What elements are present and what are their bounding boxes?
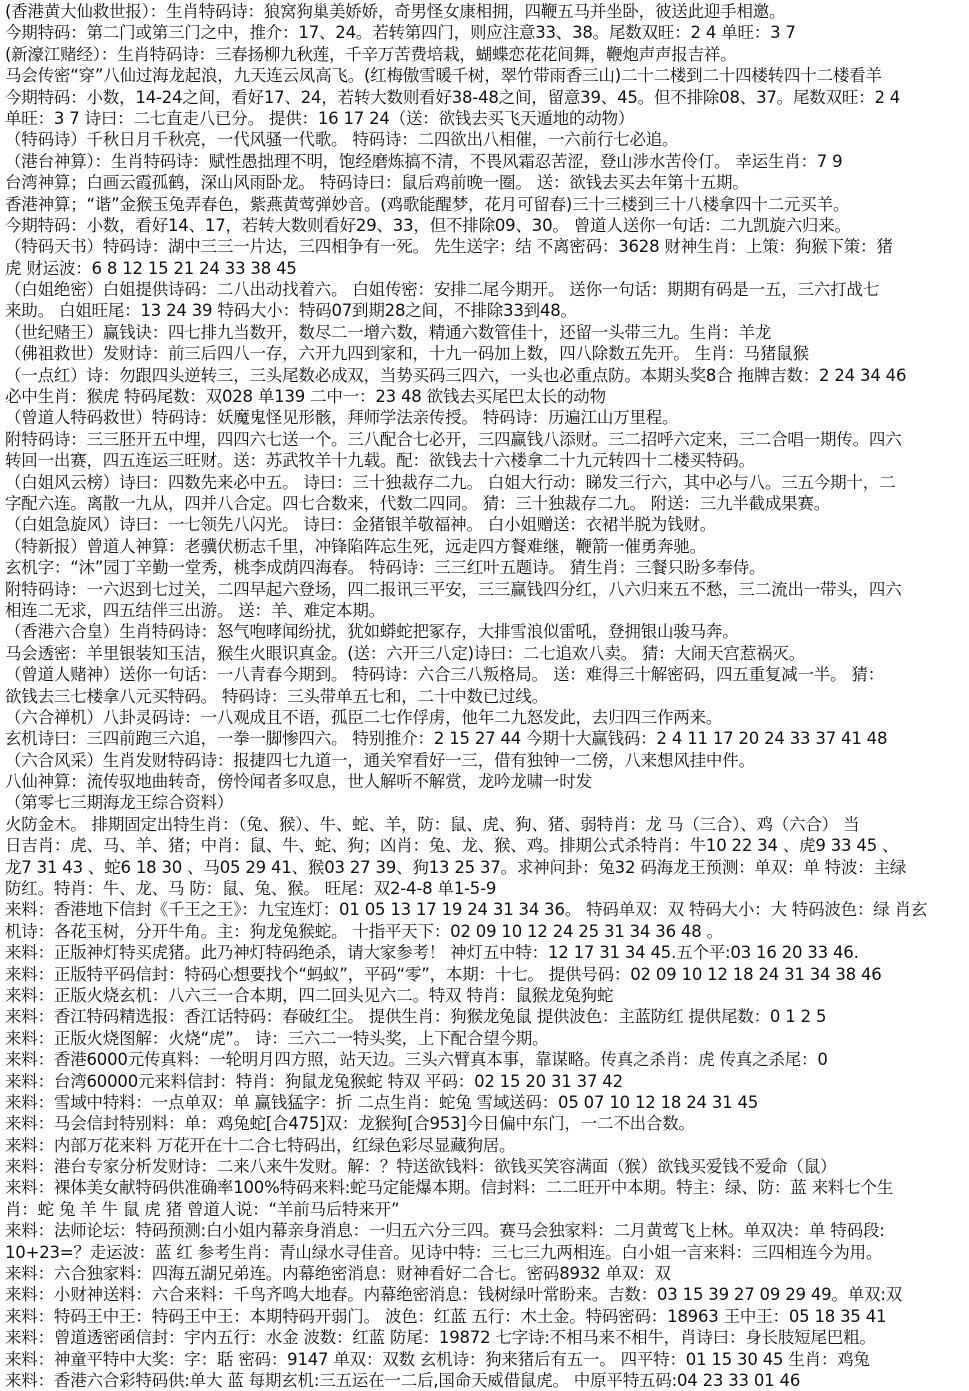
text-line: 来助。 白姐旺尾：13 24 39 特码大小：特码07到期28之间，不排除33到48。 xyxy=(5,301,577,321)
text-line: 来料：特码王中王：特码王中王：本期特码开弱门。 波色：红蓝 五行：木土金。特码密码：18963 王中王：05 18 35 41 xyxy=(5,1306,887,1326)
text-line: 来料：六合独家料：四海五湖兄弟连。内幕绝密消息：财神看好二合七。密码8932 单双：双 xyxy=(5,1264,671,1284)
text-line: （港台神算）：生肖特码诗：赋性愚拙理不明，饱经磨炼搞不清，不畏风霜忍苦涩，登山涉水苦伶仃。 幸运生肖：7 9 xyxy=(5,151,843,171)
text-line: 今期特码：第二门或第三门之中，推介：17、24。若转第四门，则应注意33、38。尾数双旺：2 4 单旺：3 7 xyxy=(5,23,796,43)
text-line: （白姐急旋风）诗曰：一七领先八闪光。 诗曰：金猪银羊敬福神。 白小姐赠送：衣裙半脱为钱财。 xyxy=(5,515,716,535)
text-line: （曾道人赌神）送你一句话：一八青春今期到。 特码诗：六合三八叛格局。 送：难得三十解密码，四五重复减一半。 猜： xyxy=(5,665,885,685)
text-line: 防红。特肖：牛、龙、马 防：鼠、兔、猴。 旺尾：双2-4-8 单1-5-9 xyxy=(5,879,497,899)
text-line: 来料：正版火烧玄机：八六三一合本期，四二回头见六二。特双 特肖：鼠猴龙兔狗蛇 xyxy=(5,985,614,1005)
text-line: (新濠江赌经）：生肖特码诗：三春扬柳九秋莲，千辛万苦费培栽，蝴蝶恋花花间舞，鞭炮声声报吉祥。 xyxy=(5,44,737,64)
text-line: 机诗：各花玉树，分开牛角。主：狗龙兔猴蛇。 十指平天下：02 09 10 12 24 25 31 34 36 48 。 xyxy=(5,921,723,941)
text-line: (香港黄大仙救世报）：生肖特码诗：狼窝狗巢美娇娇，奇男怪女康相拥，四鞭五马并坐卧，彼送此迎手相邀。 xyxy=(5,2,786,21)
text-line: 附特码诗：一六迟到七过关，二四早起六登场，四二报讯三平安，三三赢钱四分红，八六归来五不愁，三二流出一带头，四六 xyxy=(5,579,902,599)
text-line: 八仙神算：流传驭地曲转奇，傍怜闻者多叹息，世人解听不解赏，龙吟龙啸一时发 xyxy=(5,772,592,792)
text-line: 来料：台湾60000元来料信封：特肖：狗鼠龙兔猴蛇 特双 平码：02 15 20 31 37 42 xyxy=(5,1071,623,1091)
text-line: 来料：正版火烧图解：火烧“虎”。 诗：三六二一特头奖，上下配合望今期。 xyxy=(5,1028,549,1048)
text-line: 虎 财运波：6 8 12 15 21 24 33 38 45 xyxy=(5,258,297,278)
text-line: （佛祖救世）发财诗：前三后四八一存，六开九四到家和，十九一码加上数，四八除数五先开。 生肖：马猪鼠猴 xyxy=(5,344,809,364)
text-line: 肖：蛇 兔 羊 牛 鼠 虎 猪 曾道人说：“羊前马后特来开” xyxy=(5,1199,400,1219)
text-line: 来料：港台专家分析发财诗：二来八来牛发财。解：？特送欲钱料：欲钱买笑容满面（猴）欲钱买爱钱不爱命（鼠） xyxy=(5,1157,837,1177)
text-line: 来料：香港六合彩特码供:单大 蓝 每期玄机:三五运在一二后,国命天威借鼠虎。 中原平特五码:04 23 33 01 46 xyxy=(5,1371,801,1390)
text-line: （六合风采）生肖发财特码诗：报捷四七九道一，通关窄看好一三，借有独钟一二傍，八来想风挂中件。 xyxy=(5,750,755,770)
text-line: 来料：马会信封特别料：单：鸡兔蛇[合475]双：龙猴狗[合953]今日偏中东门，一二不出合数。 xyxy=(5,1114,695,1134)
text-line: 来料：香港6000元传真料：一轮明月四方照，站天边。三头六臂真本事，靠谋略。传真之杀肖：虎 传真之杀尾：0 xyxy=(5,1050,828,1070)
text-line: 来料：裸体美女献特码供准确率100%特码来料:蛇马定能爆本期。信封料：二二旺开中本期。特主：绿、防：蓝 来料七个生 xyxy=(5,1178,894,1198)
text-line: 来料：正版特平码信封：特码心想要找个“蚂蚁”，平码“零”，本期：十七。 提供号码：02 09 10 12 18 24 31 34 38 46 xyxy=(5,964,882,984)
text-line: （香港六合皇）生肖特码诗：怒气咆哮闻纷扰，犹如蟒蛇把冢存，大排雪浪似雷吼，登拥银山骏马奔。 xyxy=(5,622,739,642)
text-line: 附特码诗：三三胚开五中埋，四四六七送一个。三八配合七必开，三四赢钱八添财。三二招呼六定来，三二合唱一期传。四六 xyxy=(5,429,902,449)
text-line: 龙7 31 43 、蛇6 18 30 、马05 29 41、猴03 27 39、狗13 25 37。求神问卦：兔32 码海龙王预测：单双：单 特波：主绿 xyxy=(5,857,907,877)
text-line: （第零七三期海龙王综合资料） xyxy=(5,793,234,813)
text-line: 香港神算；“谐”金猴玉兔弄春色，紫燕黄莺弹妙音。(鸡歌能醒梦，花月可留春)三十三楼到三十八楼拿四十二元买羊。 xyxy=(5,194,850,214)
text-line: （特码天书）特码诗：湖中三三一片达，三四相争有一死。 先生送字：结 不离密码：3628 财神生肖：上策：狗猴下策：猪 xyxy=(5,237,893,257)
text-line: （白姐绝密）白姐提供诗码：二八出动找着六。 白姐传密：安排二尾今期开。 送你一句话：期期有码是一五，三六打战七 xyxy=(5,280,879,300)
text-line: 玄机字：“沐”园丁辛勤一堂秀，桃李成荫四海春。 特码诗：三三红叶五题诗。 猜生肖：三餐只盼多奉侍。 xyxy=(5,558,766,578)
text-line: 来料：小财神送料：六合来料：千鸟齐鸣大地春。内幕绝密消息：钱树绿叶常盼来。吉数：03 15 39 27 09 29 49。单双:双 xyxy=(5,1285,902,1305)
text-line: 马会传密“穿”八仙过海龙起浪，九天连云凤高飞。(红梅傲雪暖千树，翠竹带雨香三山)二十二楼到二十四楼转四十二楼看羊 xyxy=(5,66,882,86)
text-line: （白姐风云榜）诗曰：四数先来必中五。 诗曰：三十独裁存二九。 白姐大行动：睇发三行六，其中必与八。三五今期十，二 xyxy=(5,472,896,492)
text-line: 来料：法师论坛：特码预测:白小姐内幕亲身消息：一归五六分三四。赛马会独家料：二月黄莺飞上林。单双决：单 特码段: xyxy=(5,1221,885,1241)
text-line: 日吉肖：虎、马、羊、猪；中肖：鼠、牛、蛇、狗；凶肖：兔、龙、猴、鸡。排期公式杀特肖：牛10 22 34 、虎9 33 45 、 xyxy=(5,836,899,856)
text-line: 来料：正版神灯特买虎猪。此乃神灯特码绝杀，请大家参考！ 神灯五中特：12 17 31 34 45.五个平:03 16 20 33 46. xyxy=(5,943,859,963)
text-line: 必中生肖：猴虎 特码尾数：双028 单139 二中一：23 48 欲钱去买尾巴太长的动物 xyxy=(5,387,606,407)
text-line: 来料：香江特码精选报：香江话特码：春破红尘。 提供生肖：狗猴龙兔鼠 提供波色：主蓝防红 提供尾数：0 1 2 5 xyxy=(5,1007,827,1027)
text-line: 来料：雪域中特料：一点单双：单 赢钱猛字：折 二点生肖：蛇兔 雪域送码：05 07 10 12 18 24 31 45 xyxy=(5,1092,759,1112)
text-line: （特新报）曾道人神算：老骥伏枥志千里，冲锋陷阵忘生死，远走四方餐难继，鞭箭一催勇奔驰。 xyxy=(5,536,706,556)
text-line: 来料：香港地下信封《千王之王》：九宝连灯：01 05 13 17 19 24 31 34 36。 特码单双：双 特码大小：大 特码波色：绿 肖玄 xyxy=(5,900,928,920)
text-line: 字配六连。离散一九从，四并八合定。四七合数来，代数二四同。 猜：三十独裁存二九。 附送：三九半截成果赛。 xyxy=(5,493,831,513)
text-line: （世纪赌王）赢钱诀：四七排九当数开，数尽二一增六数，精通六数管佳十，还留一头带三九。生肖：羊龙 xyxy=(5,322,772,342)
text-line: 今期特码：小数，看好14、17，若转大数则看好29、33，但不排除09、30。 曾道人送你一句话：二九凯旋六归来。 xyxy=(5,215,851,235)
text-line: 来料：神童平特中大奖：字：聒 密码：9147 单双：双数 玄机诗：狗来猪后有五一。 四平特：01 15 30 45 生肖：鸡兔 xyxy=(5,1349,870,1369)
text-line: （特码诗）千秋日月千秋亮，一代风骚一代歌。 特码诗：二四欲出八相催，一六前行七必追。 xyxy=(5,130,679,150)
text-line: 火防金木。 排期固定出特生肖：（兔、猴）、牛、蛇、羊，防：鼠、虎、狗、猪、弱特肖：龙 马（三合）、鸡（六合） 当 xyxy=(5,814,860,834)
text-line: 相连二无求，四五结伴三出游。 送：羊、难定本期。 xyxy=(5,600,385,620)
text-line: 转回一出赛，四五连运三旺财。送：苏武牧羊十九载。配：欲钱去十六楼拿二十九元转四十二楼买特码。 xyxy=(5,451,755,471)
text-line: （六合禅机）八卦灵码诗：一八观成且不语，孤臣二七作俘虏，他年二九怒发此，去归四三作两来。 xyxy=(5,707,723,727)
text-line: （一点红）诗：勿跟四头逆转三，三头尾数必成双，当势买码三四六，一头也必重点防。本期头奖8合 拖牌吉数：2 24 34 46 xyxy=(5,365,907,385)
text-line: 玄机诗曰：三四前跑三六追，一拳一脚惨四六。 特别推介：2 15 27 44 今期十大赢钱码：2 4 11 17 20 24 33 37 41 48 xyxy=(5,729,888,749)
text-line: 10+23=？走运波：蓝 红 参考生肖：青山绿水寻佳音。见诗中特：三七三九两相连。白小姐一言来料：三四相连今为用。 xyxy=(5,1242,883,1262)
text-line: （曾道人特码救世）特码诗：妖魔鬼怪见形骸，拜师学法亲传授。 特码诗：历遍江山万里程。 xyxy=(5,408,679,428)
text-line: 单旺：3 7 诗曰：二七直走八已分。 提供：16 17 24（送：欲钱去买飞天遁地的动物） xyxy=(5,108,635,128)
text-line: 台湾神算；白画云霞孤鹤，深山风雨卧龙。 特码诗曰：鼠后鸡前晚一圈。 送：欲钱去买去年第十五期。 xyxy=(5,173,749,193)
text-line: 马会透密：羊里银装知玉洁，猴生火眼识真金。(送：六开三八定)诗曰：二七追欢八卖。 猜：大闹天宫惹祸灭。 xyxy=(5,643,805,663)
text-line: 来料：内部万花来料 万花开在十二合七特码出，红绿色彩尽显藏狗居。 xyxy=(5,1135,516,1155)
text-line: 来料：曾道透密函信封：宇内五行：水金 波数：红蓝 防尾：19872 七字诗:不相马来不相牛，肖诗曰：身长肢短尾巴粗。 xyxy=(5,1328,876,1348)
text-line: 今期特码：小数，14-24之间，看好17、24，若转大数则看好38-48之间，留意39、45。但不排除08、37。尾数双旺：2 4 xyxy=(5,87,901,107)
text-line: 欲钱去三七楼拿八元买特码。 特码诗：三头带单五七和，二十中数已过线。 xyxy=(5,686,548,706)
